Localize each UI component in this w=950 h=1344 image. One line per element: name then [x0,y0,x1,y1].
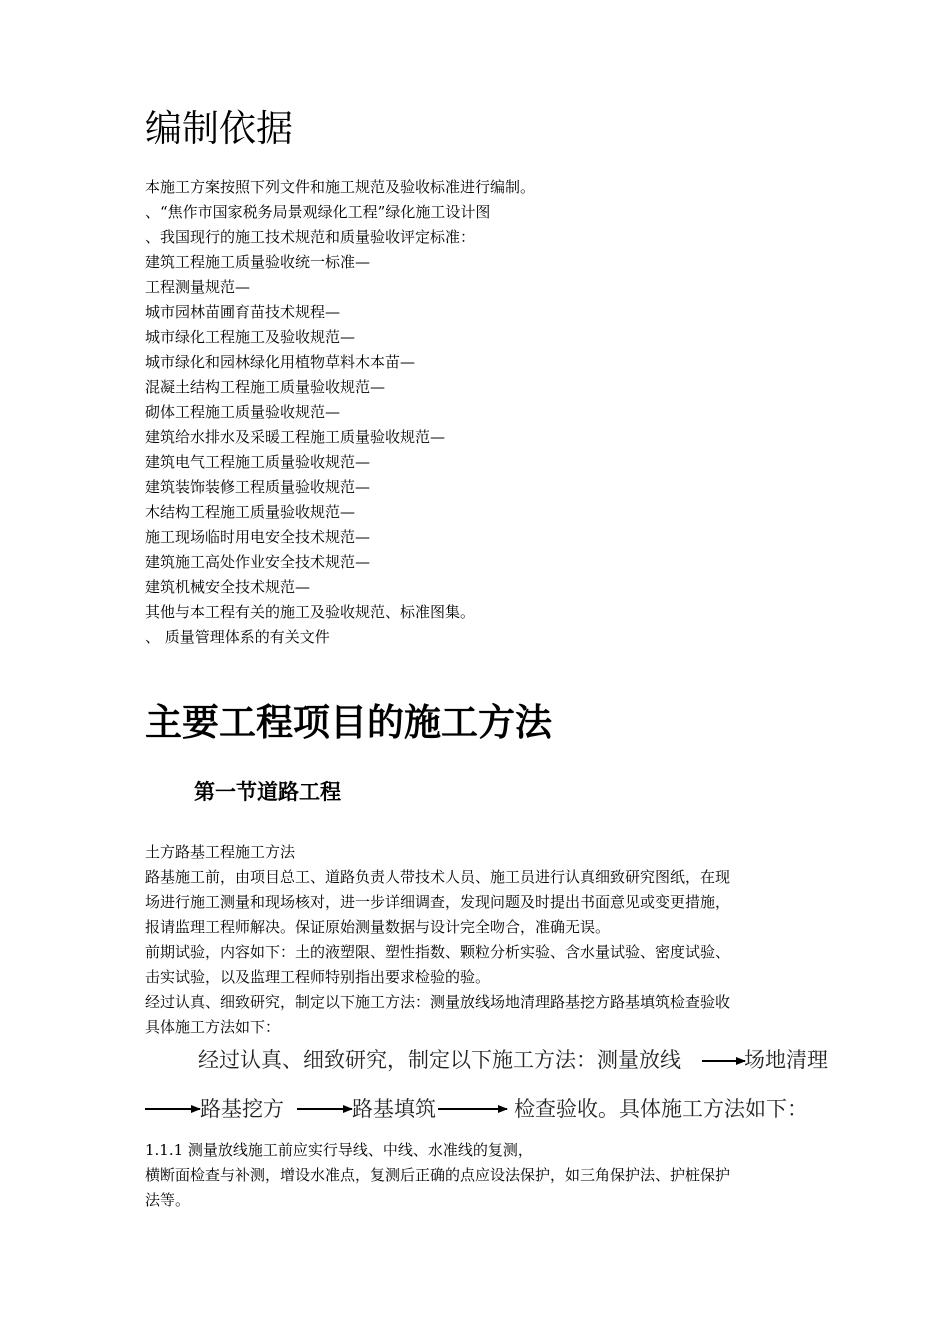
text-line: 城市园林苗圃育苗技术规程— [145,303,341,321]
text-line: 、我国现行的施工技术规范和质量验收评定标准： [145,228,476,246]
text-line: 土方路基工程施工方法 [145,843,296,861]
text-line: 建筑机械安全技术规范— [145,578,311,596]
text-line: 工程测量规范— [145,278,251,296]
text-line: 建筑工程施工质量验收统一标准— [145,253,371,271]
text-line: 混凝土结构工程施工质量验收规范— [145,378,386,396]
text-line: 其他与本工程有关的施工及验收规范、标准图集。 [145,603,476,621]
text-line: 1.1.1 测量放线施工前应实行导线、中线、水准线的复测， [145,1141,533,1159]
text-line: 、 质量管理体系的有关文件 [145,628,330,646]
flow-step-inspection: 检查验收。具体施工方法如下： [514,1097,808,1121]
flow-intro: 经过认真、细致研究，制定以下施工方法：测量放线 [198,1048,681,1072]
text-line: 建筑施工高处作业安全技术规范— [145,553,371,571]
text-line: 横断面检查与补测，增设水准点，复测后正确的点应设法保护，如三角保护法、护桩保护 [145,1166,731,1184]
text-line: 、“焦作市国家税务局景观绿化工程”绿化施工设计图 [145,203,491,221]
text-line: 法等。 [145,1191,191,1209]
heading-basis: 编制依据 [145,107,293,150]
text-line: 具体施工方法如下： [145,1018,281,1036]
flow-step-excavation: 路基挖方 [200,1097,284,1121]
subheading-road-works: 第一节道路工程 [194,779,341,804]
text-line: 城市绿化工程施工及验收规范— [145,328,356,346]
text-line: 城市绿化和园林绿化用植物草料木本苗— [145,353,416,371]
text-line: 击实试验，以及监理工程师特别指出要求检验的验。 [145,968,491,986]
text-line: 报请监理工程师解决。保证原始测量数据与设计完全吻合，准确无误。 [145,918,611,936]
text-line: 木结构工程施工质量验收规范— [145,503,356,521]
text-line: 施工现场临时用电安全技术规范— [145,528,371,546]
heading-construction-methods: 主要工程项目的施工方法 [145,700,552,744]
text-line: 路基施工前，由项目总工、道路负责人带技术人员、施工员进行认真细致研究图纸，在现 [145,868,731,886]
text-line: 建筑给水排水及采暖工程施工质量验收规范— [145,428,446,446]
text-line: 前期试验，内容如下：土的液塑限、塑性指数、颗粒分析实验、含水量试验、密度试验、 [145,943,731,961]
text-line: 场进行施工测量和现场核对，进一步详细调查，发现问题及时提出书面意见或变更措施， [145,893,731,911]
text-line: 砌体工程施工质量验收规范— [145,403,341,421]
text-line: 经过认真、细致研究，制定以下施工方法：测量放线场地清理路基挖方路基填筑检查验收 [145,993,731,1011]
flow-step-embankment: 路基填筑 [352,1097,436,1121]
flow-step-site-clearing: 场地清理 [744,1048,828,1072]
text-line: 建筑装饰装修工程质量验收规范— [145,478,371,496]
text-line: 本施工方案按照下列文件和施工规范及验收标准进行编制。 [145,178,536,196]
text-line: 建筑电气工程施工质量验收规范— [145,453,371,471]
